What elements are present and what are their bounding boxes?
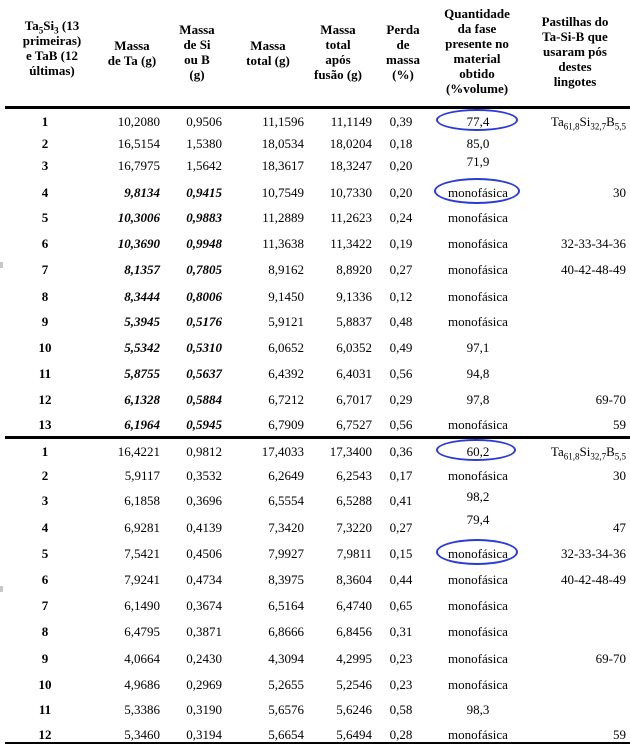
mass-after-fusion-cell: 6,8456 <box>336 624 372 639</box>
mass-total-cell: 5,6576 <box>268 702 304 717</box>
row-id: 6 <box>41 572 49 587</box>
mass-si-b-cell: 0,3871 <box>186 624 222 639</box>
mass-total-cell: 6,5554 <box>268 493 304 508</box>
mass-total-cell: 5,9121 <box>268 314 304 329</box>
pellets-cell: 40-42-48-49 <box>561 572 626 587</box>
phase-quantity-cell: monofásica <box>448 677 508 692</box>
mass-total-cell: 6,7212 <box>268 392 304 407</box>
phase-quantity-cell: monofásica <box>448 185 508 200</box>
mass-total-cell: 6,0652 <box>268 340 304 355</box>
mass-loss-cell: 0,36 <box>389 444 413 459</box>
composition-formula <box>510 114 626 130</box>
composition-s2: 32,7 <box>590 121 607 132</box>
row-id: 8 <box>41 289 49 304</box>
phase-quantity-cell: monofásica <box>448 651 508 666</box>
mass-after-fusion-cell: 6,7527 <box>336 417 372 432</box>
mass-si-b-cell: 0,5176 <box>186 314 222 329</box>
row-id: 5 <box>41 210 49 225</box>
mass-after-fusion-cell: 11,2623 <box>330 210 372 225</box>
mass-ta-cell: 16,4221 <box>117 444 160 459</box>
phase-quantity-cell: 79,4 <box>466 512 490 527</box>
row-id: 2 <box>41 468 49 483</box>
mass-si-b-cell: 0,2969 <box>186 677 222 692</box>
highlight-ellipse-4 <box>436 539 518 565</box>
mass-ta-cell: 8,1357 <box>124 262 160 277</box>
row-id: 11 <box>38 366 52 381</box>
mass-after-fusion-cell: 17,3400 <box>329 444 372 459</box>
mass-loss-cell: 0,56 <box>389 366 413 381</box>
composition-formula <box>510 444 626 460</box>
row-id: 10 <box>38 340 52 355</box>
phase-quantity-cell: monofásica <box>448 546 508 561</box>
mass-si-b-cell: 0,3532 <box>186 468 222 483</box>
row-id: 7 <box>41 598 49 613</box>
header-sample-id-line1: $Ta_5Si_3$ (13 <box>24 18 80 36</box>
phase-quantity-cell: monofásica <box>448 210 508 225</box>
phase-quantity-cell: monofásica <box>448 624 508 639</box>
mass-loss-cell: 0,19 <box>389 236 413 251</box>
mass-si-b-cell: 0,9812 <box>186 444 222 459</box>
mass-ta-cell: 5,3460 <box>124 727 160 742</box>
phase-quantity-cell: 98,3 <box>466 702 490 717</box>
composition-s2: 32,7 <box>590 451 607 462</box>
mass-total-cell: 8,3975 <box>268 572 304 587</box>
mass-si-b-cell: 0,4734 <box>186 572 222 587</box>
mass-total-cell: 6,7909 <box>268 417 304 432</box>
mass-si-b-cell: 1,5380 <box>186 136 222 151</box>
mass-ta-cell: 6,1964 <box>124 417 160 432</box>
mass-total-cell: 7,9927 <box>268 546 304 561</box>
header-mass-loss: Perda de massa (%) <box>386 22 420 82</box>
mass-total-cell: 10,7549 <box>261 185 304 200</box>
row-id: 1 <box>41 444 49 459</box>
mass-si-b-cell: 0,3674 <box>186 598 222 613</box>
mass-total-cell: 5,6654 <box>268 727 304 742</box>
mass-after-fusion-cell: 8,8920 <box>336 262 372 277</box>
mass-si-b-cell: 0,4506 <box>186 546 222 561</box>
mass-total-cell: 4,3094 <box>268 651 304 666</box>
highlight-ellipse-2 <box>434 178 520 204</box>
phase-quantity-cell: 71,9 <box>466 154 490 169</box>
phase-quantity-cell: monofásica <box>448 572 508 587</box>
composition-t3: B <box>606 114 615 129</box>
mass-total-cell: 18,3617 <box>261 158 304 173</box>
mass-ta-cell: 8,3444 <box>124 289 160 304</box>
mass-si-b-cell: 0,3194 <box>186 727 222 742</box>
phase-quantity-cell: monofásica <box>448 598 508 613</box>
mass-total-cell: 8,9162 <box>268 262 304 277</box>
header-mass-si-b: Massa de Si ou B (g) <box>179 22 215 82</box>
pellets-cell: 69-70 <box>595 392 626 407</box>
mass-total-cell: 18,0534 <box>261 136 304 151</box>
mass-loss-cell: 0,56 <box>389 417 413 432</box>
mass-ta-cell: 6,1858 <box>124 493 160 508</box>
header-mass-total: Massa total (g) <box>246 38 290 68</box>
phase-quantity-cell: 98,2 <box>466 489 490 504</box>
mass-after-fusion-cell: 5,6494 <box>336 727 372 742</box>
mass-loss-cell: 0,28 <box>389 727 413 742</box>
header-sample-id <box>18 18 86 78</box>
mass-si-b-cell: 0,7805 <box>186 262 222 277</box>
mass-total-cell: 6,8666 <box>268 624 304 639</box>
phase-quantity-cell: 94,8 <box>466 366 490 381</box>
mass-si-b-cell: 0,9883 <box>186 210 222 225</box>
mass-after-fusion-cell: 5,8837 <box>336 314 372 329</box>
section-divider <box>5 436 630 439</box>
mass-total-cell: 7,3420 <box>268 520 304 535</box>
composition-t1: Ta <box>550 114 564 129</box>
mass-after-fusion-cell: 6,4740 <box>336 598 372 613</box>
mass-loss-cell: 0,20 <box>389 158 413 173</box>
mass-after-fusion-cell: 18,0204 <box>329 136 372 151</box>
mass-si-b-cell: 0,5637 <box>186 366 222 381</box>
mass-loss-cell: 0,65 <box>389 598 413 613</box>
row-id: 9 <box>41 651 49 666</box>
mass-ta-cell: 7,9241 <box>124 572 160 587</box>
mass-ta-cell: 6,9281 <box>124 520 160 535</box>
phase-quantity-cell: 97,8 <box>466 392 490 407</box>
mass-after-fusion-cell: 18,3247 <box>329 158 372 173</box>
mass-si-b-cell: 0,5884 <box>186 392 222 407</box>
header-sample-id-line2: primeiras) <box>22 33 82 48</box>
mass-si-b-cell: 0,3696 <box>186 493 222 508</box>
mass-ta-cell: 4,0664 <box>124 651 160 666</box>
mass-si-b-cell: 0,9415 <box>186 185 222 200</box>
composition-s1: 61,8 <box>563 451 580 462</box>
mass-si-b-cell: 0,8006 <box>186 289 222 304</box>
mass-loss-cell: 0,39 <box>389 114 413 129</box>
mass-ta-cell: 10,2080 <box>117 114 160 129</box>
mass-loss-cell: 0,24 <box>389 210 413 225</box>
pellets-cell: 30 <box>613 468 626 483</box>
phase-quantity-cell: monofásica <box>448 236 508 251</box>
composition-s1: 61,8 <box>563 121 580 132</box>
mass-after-fusion-cell: 10,7330 <box>329 185 372 200</box>
mass-after-fusion-cell: 11,1149 <box>330 114 372 129</box>
row-id: 5 <box>41 546 49 561</box>
mass-after-fusion-cell: 11,3422 <box>330 236 372 251</box>
mass-ta-cell: 5,5342 <box>124 340 160 355</box>
mass-after-fusion-cell: 6,2543 <box>336 468 372 483</box>
mass-ta-cell: 16,7975 <box>117 158 160 173</box>
pellets-cell: 47 <box>613 520 626 535</box>
mass-loss-cell: 0,41 <box>389 493 413 508</box>
mass-total-cell: 9,1450 <box>268 289 304 304</box>
mass-ta-cell: 4,9686 <box>124 677 160 692</box>
header-sample-id-line3: e TaB (12 <box>25 48 78 63</box>
header-mass-ta: Massa de Ta (g) <box>107 38 157 68</box>
composition-s3: 5,5 <box>614 121 626 132</box>
highlight-ellipse-1 <box>436 109 518 131</box>
header-rule <box>5 106 630 109</box>
mass-after-fusion-cell: 5,6246 <box>336 702 372 717</box>
row-id: 6 <box>41 236 49 251</box>
composition-s3: 5,5 <box>614 451 626 462</box>
phase-quantity-cell: 97,1 <box>466 340 490 355</box>
phase-quantity-cell: 85,0 <box>466 136 490 151</box>
row-id: 3 <box>41 493 49 508</box>
row-id: 12 <box>38 727 52 742</box>
mass-after-fusion-cell: 5,2546 <box>336 677 372 692</box>
mass-si-b-cell: 0,9506 <box>186 114 222 129</box>
mass-total-cell: 6,2649 <box>268 468 304 483</box>
row-id: 13 <box>38 417 52 432</box>
mass-total-cell: 11,2889 <box>262 210 304 225</box>
mass-after-fusion-cell: 6,4031 <box>336 366 372 381</box>
phase-quantity-cell: monofásica <box>448 314 508 329</box>
mass-loss-cell: 0,18 <box>389 136 413 151</box>
row-id: 4 <box>41 185 49 200</box>
pellets-cell: 40-42-48-49 <box>561 262 626 277</box>
mass-total-cell: 11,1596 <box>262 114 304 129</box>
mass-si-b-cell: 0,4139 <box>186 520 222 535</box>
header-sample-id-line4: últimas) <box>29 63 75 78</box>
mass-after-fusion-cell: 4,2995 <box>336 651 372 666</box>
mass-si-b-cell: 0,5945 <box>186 417 222 432</box>
row-id: 8 <box>41 624 49 639</box>
mass-ta-cell: 5,8755 <box>124 366 160 381</box>
mass-si-b-cell: 0,2430 <box>186 651 222 666</box>
mass-ta-cell: 6,1490 <box>124 598 160 613</box>
phase-quantity-cell: monofásica <box>448 262 508 277</box>
header-phase-quantity: Quantidade da fase presente no material obtido (%volume) <box>444 6 510 96</box>
mass-ta-cell: 9,8134 <box>124 185 160 200</box>
row-id: 3 <box>41 158 49 173</box>
row-id: 4 <box>41 520 49 535</box>
mass-total-cell: 17,4033 <box>261 444 304 459</box>
phase-quantity-cell: monofásica <box>448 468 508 483</box>
row-id: 12 <box>38 392 52 407</box>
row-id: 9 <box>41 314 49 329</box>
pellets-cell: 59 <box>613 417 626 432</box>
composition-t3: B <box>606 444 615 459</box>
pellets-cell: 32-33-34-36 <box>561 546 626 561</box>
pellets-cell: 32-33-34-36 <box>561 236 626 251</box>
mass-ta-cell: 7,5421 <box>124 546 160 561</box>
mass-after-fusion-cell: 7,3220 <box>336 520 372 535</box>
mass-after-fusion-cell: 6,7017 <box>336 392 372 407</box>
mass-after-fusion-cell: 6,5288 <box>336 493 372 508</box>
mass-si-b-cell: 0,5310 <box>186 340 222 355</box>
highlight-ellipse-3 <box>436 439 516 461</box>
mass-si-b-cell: 0,9948 <box>186 236 222 251</box>
composition-t2: Si <box>579 444 591 459</box>
mass-ta-cell: 10,3006 <box>117 210 160 225</box>
mass-after-fusion-cell: 8,3604 <box>336 572 372 587</box>
mass-loss-cell: 0,23 <box>389 677 413 692</box>
mass-loss-cell: 0,15 <box>389 546 413 561</box>
mass-loss-cell: 0,23 <box>389 651 413 666</box>
mass-after-fusion-cell: 9,1336 <box>336 289 372 304</box>
mass-total-cell: 6,5164 <box>268 598 304 613</box>
mass-after-fusion-cell: 7,9811 <box>336 546 372 561</box>
composition-t1: Ta <box>550 444 564 459</box>
mass-loss-cell: 0,31 <box>389 624 413 639</box>
header-mass-after-fusion: Massa total após fusão (g) <box>313 22 363 82</box>
pellets-cell: 30 <box>613 185 626 200</box>
mass-loss-cell: 0,27 <box>389 262 413 277</box>
mass-loss-cell: 0,17 <box>389 468 413 483</box>
pellets-cell: 69-70 <box>595 651 626 666</box>
mass-ta-cell: 5,3386 <box>124 702 160 717</box>
mass-ta-cell: 5,9117 <box>124 468 160 483</box>
side-mark-lower <box>0 586 3 592</box>
mass-total-cell: 5,2655 <box>268 677 304 692</box>
mass-total-cell: 11,3638 <box>262 236 304 251</box>
mass-ta-cell: 16,5154 <box>117 136 160 151</box>
mass-loss-cell: 0,27 <box>389 520 413 535</box>
mass-ta-cell: 6,4795 <box>124 624 160 639</box>
row-id: 11 <box>38 702 52 717</box>
mass-loss-cell: 0,44 <box>389 572 413 587</box>
mass-si-b-cell: 0,3190 <box>186 702 222 717</box>
phase-quantity-cell: monofásica <box>448 289 508 304</box>
phase-quantity-cell: monofásica <box>448 417 508 432</box>
mass-loss-cell: 0,20 <box>389 185 413 200</box>
mass-ta-cell: 10,3690 <box>117 236 160 251</box>
mass-after-fusion-cell: 6,0352 <box>336 340 372 355</box>
row-id: 1 <box>41 114 49 129</box>
mass-loss-cell: 0,48 <box>389 314 413 329</box>
mass-loss-cell: 0,49 <box>389 340 413 355</box>
mass-loss-cell: 0,58 <box>389 702 413 717</box>
row-id: 7 <box>41 262 49 277</box>
phase-quantity-cell: 77,4 <box>466 114 490 129</box>
mass-ta-cell: 5,3945 <box>124 314 160 329</box>
phase-quantity-cell: 60,2 <box>466 444 490 459</box>
row-id: 2 <box>41 136 49 151</box>
mass-si-b-cell: 1,5642 <box>186 158 222 173</box>
row-id: 10 <box>38 677 52 692</box>
phase-quantity-cell: monofásica <box>448 727 508 742</box>
composition-t2: Si <box>579 114 591 129</box>
mass-loss-cell: 0,12 <box>389 289 413 304</box>
mass-loss-cell: 0,29 <box>389 392 413 407</box>
header-pellets: Pastilhas do Ta-Si-B que usaram pós destes lingotes <box>541 14 609 89</box>
side-mark-upper <box>0 262 3 268</box>
mass-total-cell: 6,4392 <box>268 366 304 381</box>
mass-ta-cell: 6,1328 <box>124 392 160 407</box>
pellets-cell: 59 <box>613 727 626 742</box>
